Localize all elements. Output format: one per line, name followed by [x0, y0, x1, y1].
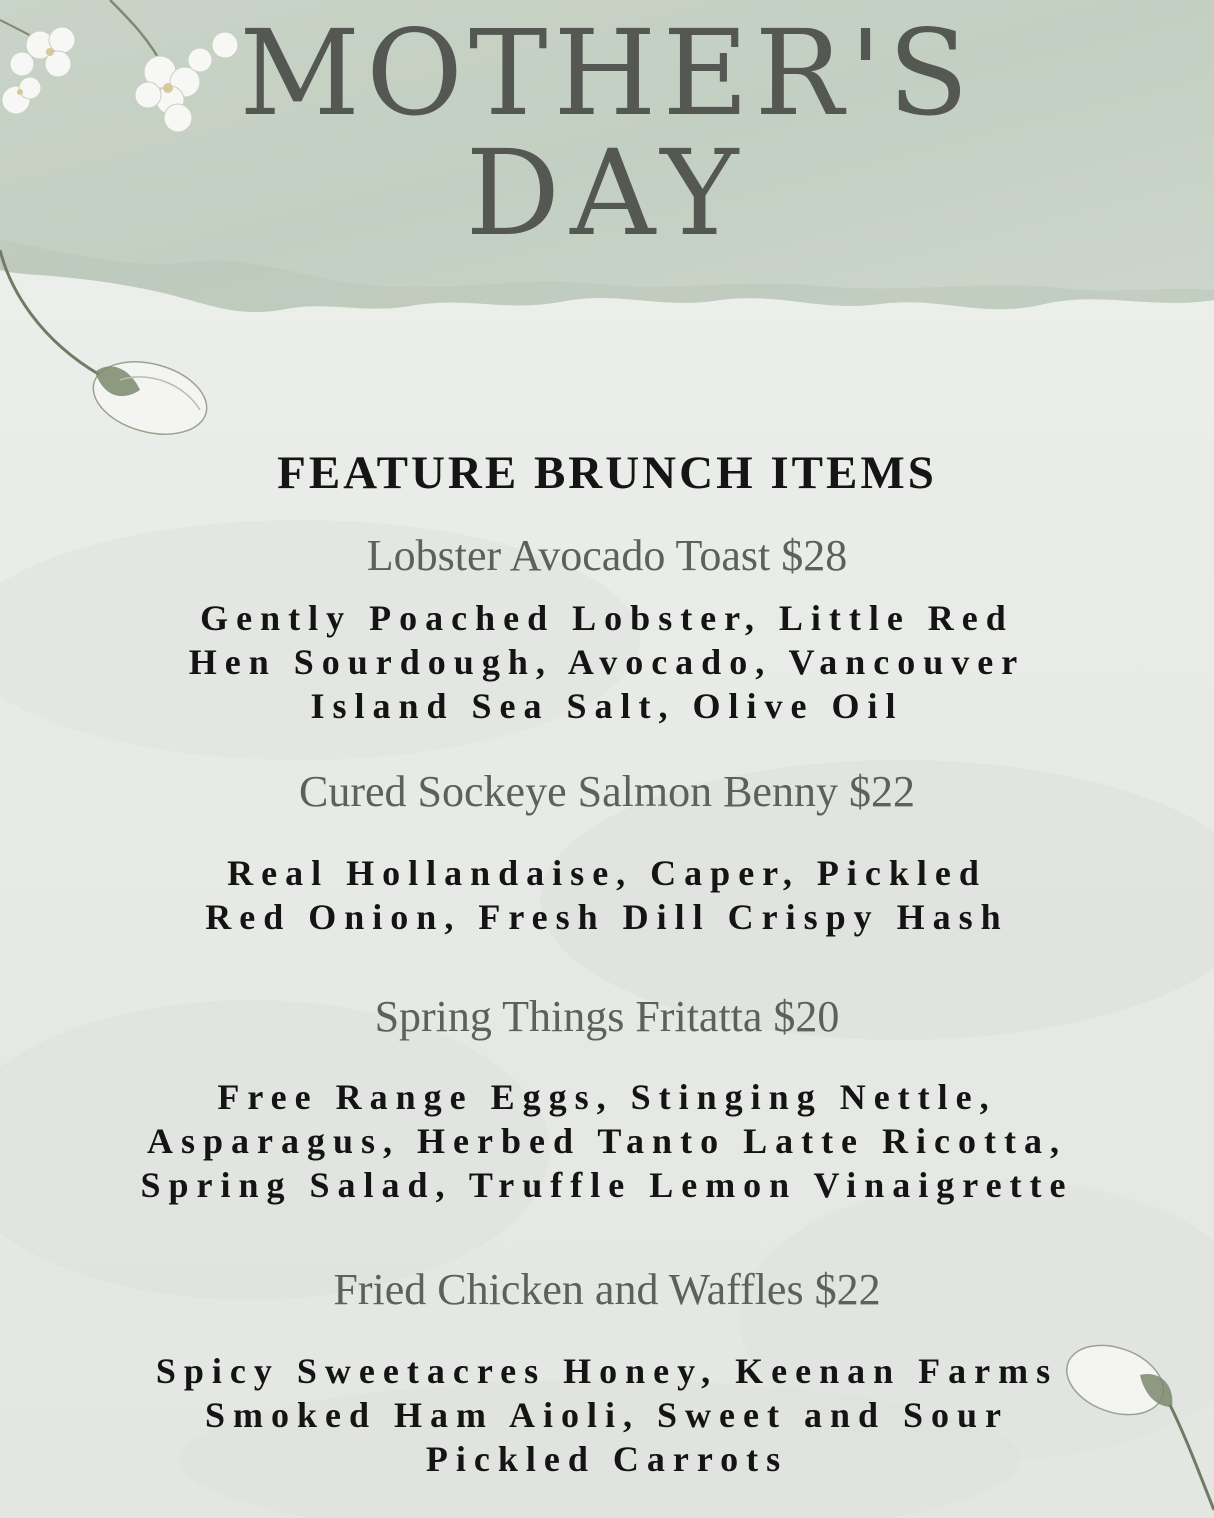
- section-heading: FEATURE BRUNCH ITEMS: [277, 447, 937, 499]
- description-line: Hen Sourdough, Avocado, Vancouver: [188, 642, 1026, 682]
- flower-bud-icon: [0, 250, 220, 450]
- menu-item-name: Cured Sockeye Salmon Benny $22: [299, 767, 915, 816]
- menu-item-name: Fried Chicken and Waffles $22: [333, 1265, 881, 1314]
- description-line: Island Sea Salt, Olive Oil: [310, 686, 904, 726]
- description-line: Pickled Carrots: [425, 1439, 789, 1479]
- description-line: Free Range Eggs, Stinging Nettle,: [217, 1077, 997, 1117]
- menu-item-name: Spring Things Fritatta $20: [374, 992, 840, 1041]
- description-line: Red Onion, Fresh Dill Crispy Hash: [205, 897, 1009, 937]
- menu-item-description: [0, 1349, 1214, 1481]
- description-line: Spring Salad, Truffle Lemon Vinaigrette: [140, 1165, 1074, 1205]
- description-line: Asparagus, Herbed Tanto Latte Ricotta,: [146, 1121, 1067, 1161]
- page-title: MOTHER'S: [239, 4, 975, 142]
- description-line: Spicy Sweetacres Honey, Keenan Farms: [155, 1351, 1059, 1391]
- menu-item-description: [0, 1075, 1214, 1207]
- description-line: Gently Poached Lobster, Little Red: [200, 598, 1014, 638]
- menu-item-description: [0, 596, 1214, 728]
- menu-item-name: Lobster Avocado Toast $28: [366, 531, 848, 580]
- page-title-line2: DAY: [465, 124, 749, 262]
- description-line: Smoked Ham Aioli, Sweet and Sour: [204, 1395, 1010, 1435]
- description-line: Real Hollandaise, Caper, Pickled: [227, 853, 987, 893]
- menu-item-description: [0, 851, 1214, 939]
